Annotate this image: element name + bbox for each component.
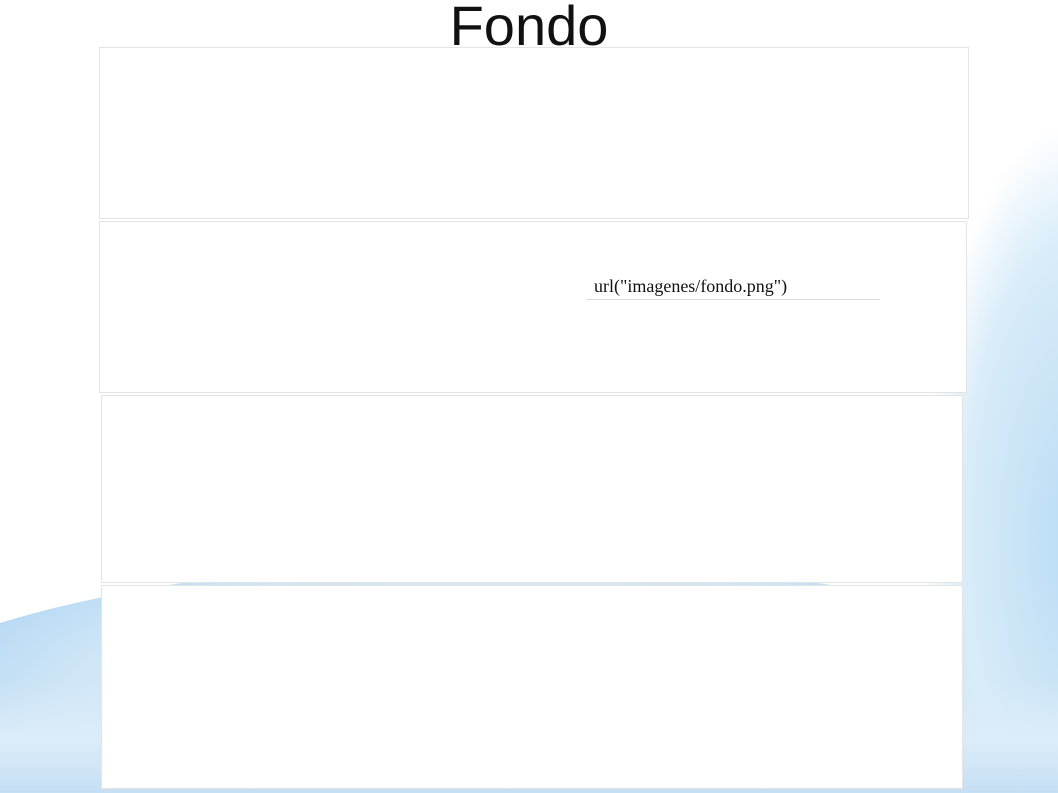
url-annotation: url("imagenes/fondo.png"): [586, 266, 880, 300]
card-background-position: [102, 586, 962, 788]
slide-title: Fondo: [449, 0, 609, 57]
card-background-image: [100, 222, 966, 392]
card-background-color: [100, 48, 968, 218]
card-background-repeat: [102, 396, 962, 582]
